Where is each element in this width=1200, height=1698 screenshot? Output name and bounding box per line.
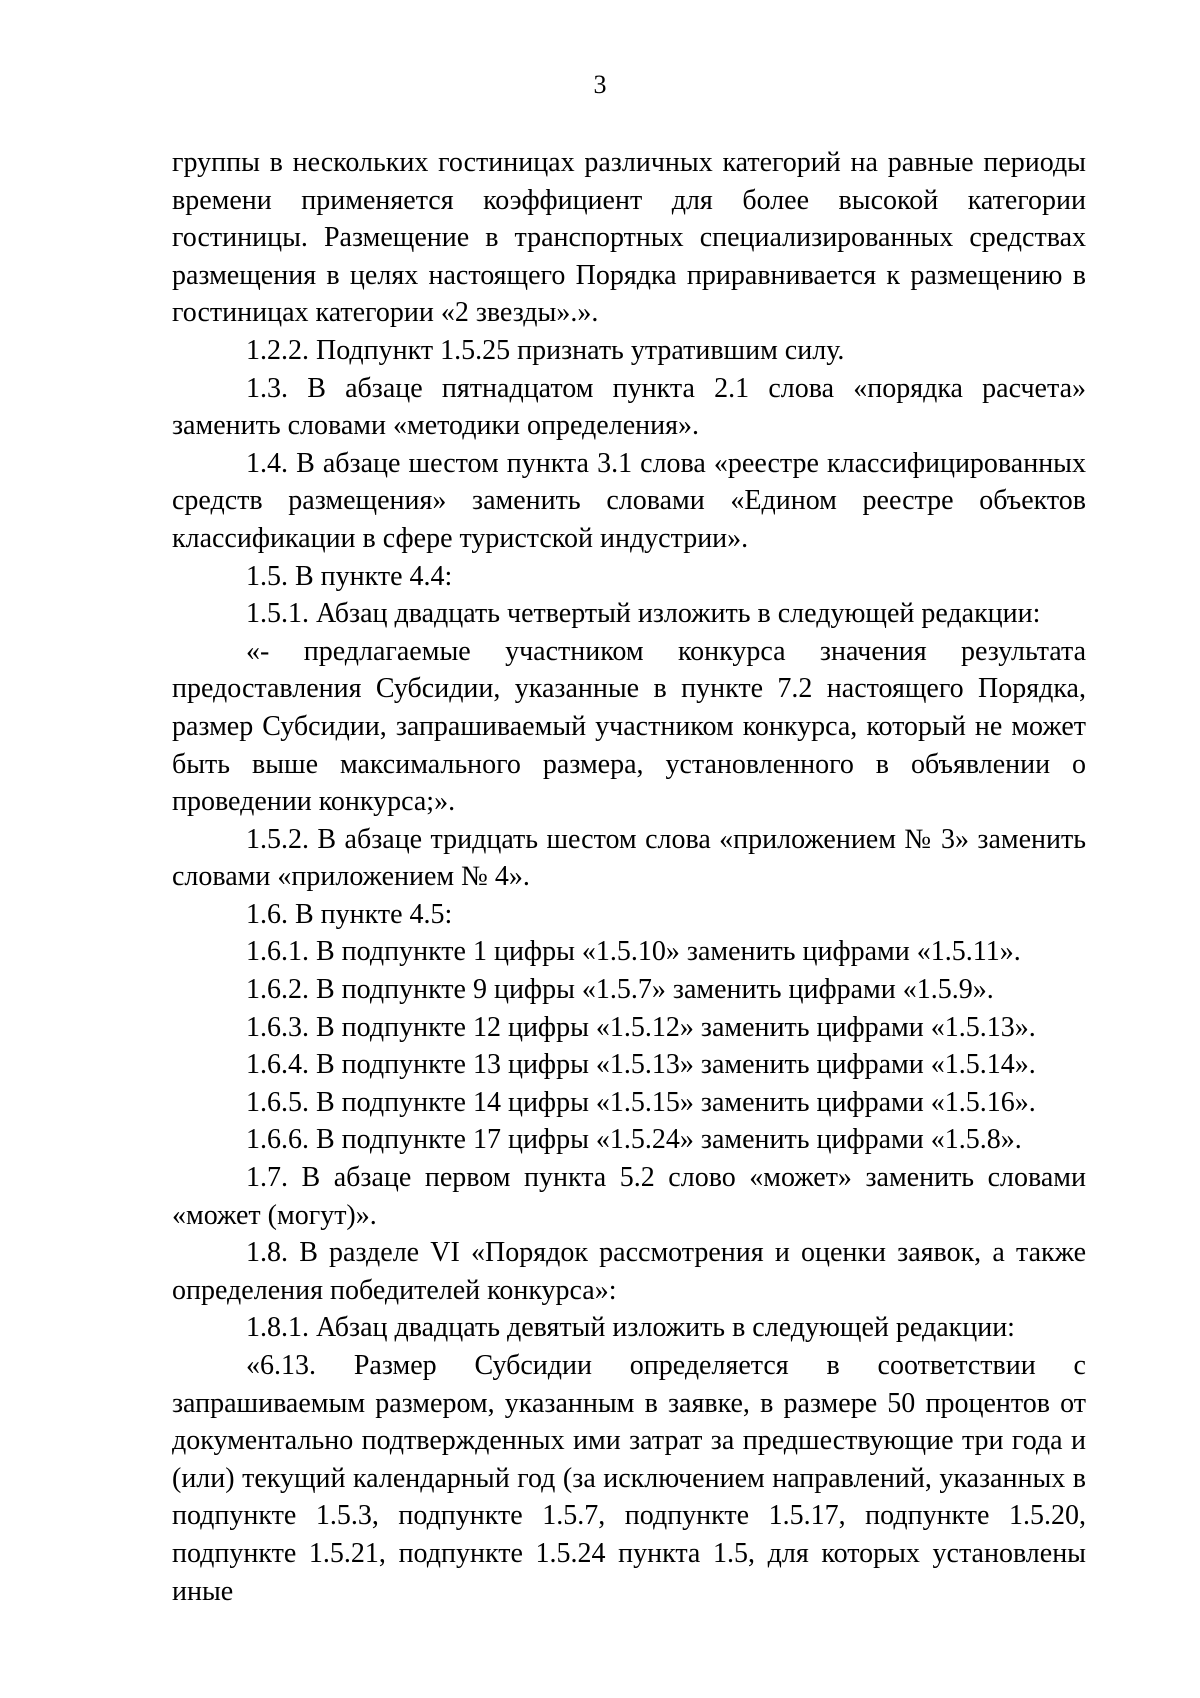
- paragraph: «6.13. Размер Субсидии определяется в соответствии с запрашиваемым размером, указанным в заявке, в размере 50 процентов от документально подтвержденных ими затрат за предшествующие три года и (или) текущий календарный год (за исключением направлений, указанных в подпункте 1.5.3, подпункте 1.5.7, подпункте 1.5.17, подпункте 1.5.20, подпункте 1.5.21, подпункте 1.5.24 пункта 1.5, для которых установлены иные: [172, 1350, 1086, 1607]
- paragraph: группы в нескольких гостиницах различных категорий на равные периоды времени применяется коэффициент для более высокой категории гостиницы. Размещение в транспортных специализированных средствах размещения в целях настоящего Порядка приравнивается к размещению в гостиницах категории «2 звезды».».: [172, 147, 1086, 329]
- paragraph: 1.4. В абзаце шестом пункта 3.1 слова «реестре классифицированных средств размещения» заменить словами «Едином реестре объектов классификации в сфере туристской индустрии».: [172, 447, 1086, 554]
- paragraph: 1.5. В пункте 4.4:: [246, 560, 453, 592]
- paragraph: 1.6.6. В подпункте 17 цифры «1.5.24» заменить цифрами «1.5.8».: [246, 1124, 1022, 1156]
- paragraph: 1.6.5. В подпункте 14 цифры «1.5.15» заменить цифрами «1.5.16».: [246, 1086, 1036, 1118]
- paragraph: 1.5.2. В абзаце тридцать шестом слова «приложением № 3» заменить словами «приложением № 4».: [172, 823, 1086, 893]
- paragraph: 1.8. В разделе VI «Порядок рассмотрения и оценки заявок, а также определения победителей конкурса»:: [172, 1237, 1086, 1306]
- paragraph: 1.6.4. В подпункте 13 цифры «1.5.13» заменить цифрами «1.5.14».: [246, 1049, 1036, 1081]
- document-body: [172, 144, 1086, 1610]
- paragraph: 1.3. В абзаце пятнадцатом пункта 2.1 слова «порядка расчета» заменить словами «методики определения».: [172, 372, 1086, 442]
- paragraph: 1.6.1. В подпункте 1 цифры «1.5.10» заменить цифрами «1.5.11».: [246, 936, 1021, 968]
- paragraph: «- предлагаемые участником конкурса значения результата предоставления Субсидии, указанные в пункте 7.2 настоящего Порядка, размер Субсидии, запрашиваемый участником конкурса, который не может быть выше максимального размера, установленного в объявлении о проведении конкурса;».: [172, 635, 1086, 818]
- paragraph: 1.6.2. В подпункте 9 цифры «1.5.7» заменить цифрами «1.5.9».: [246, 974, 994, 1006]
- paragraph: 1.7. В абзаце первом пункта 5.2 слово «может» заменить словами «может (могут)».: [172, 1162, 1086, 1231]
- paragraph: 1.6.3. В подпункте 12 цифры «1.5.12» заменить цифрами «1.5.13».: [246, 1011, 1036, 1043]
- paragraph: 1.6. В пункте 4.5:: [246, 898, 453, 930]
- paragraph: 1.5.1. Абзац двадцать четвертый изложить в следующей редакции:: [246, 598, 1041, 630]
- paragraph: 1.2.2. Подпункт 1.5.25 признать утратившим силу.: [246, 334, 845, 366]
- page-number: 3: [593, 70, 607, 99]
- paragraph: 1.8.1. Абзац двадцать девятый изложить в следующей редакции:: [246, 1312, 1015, 1344]
